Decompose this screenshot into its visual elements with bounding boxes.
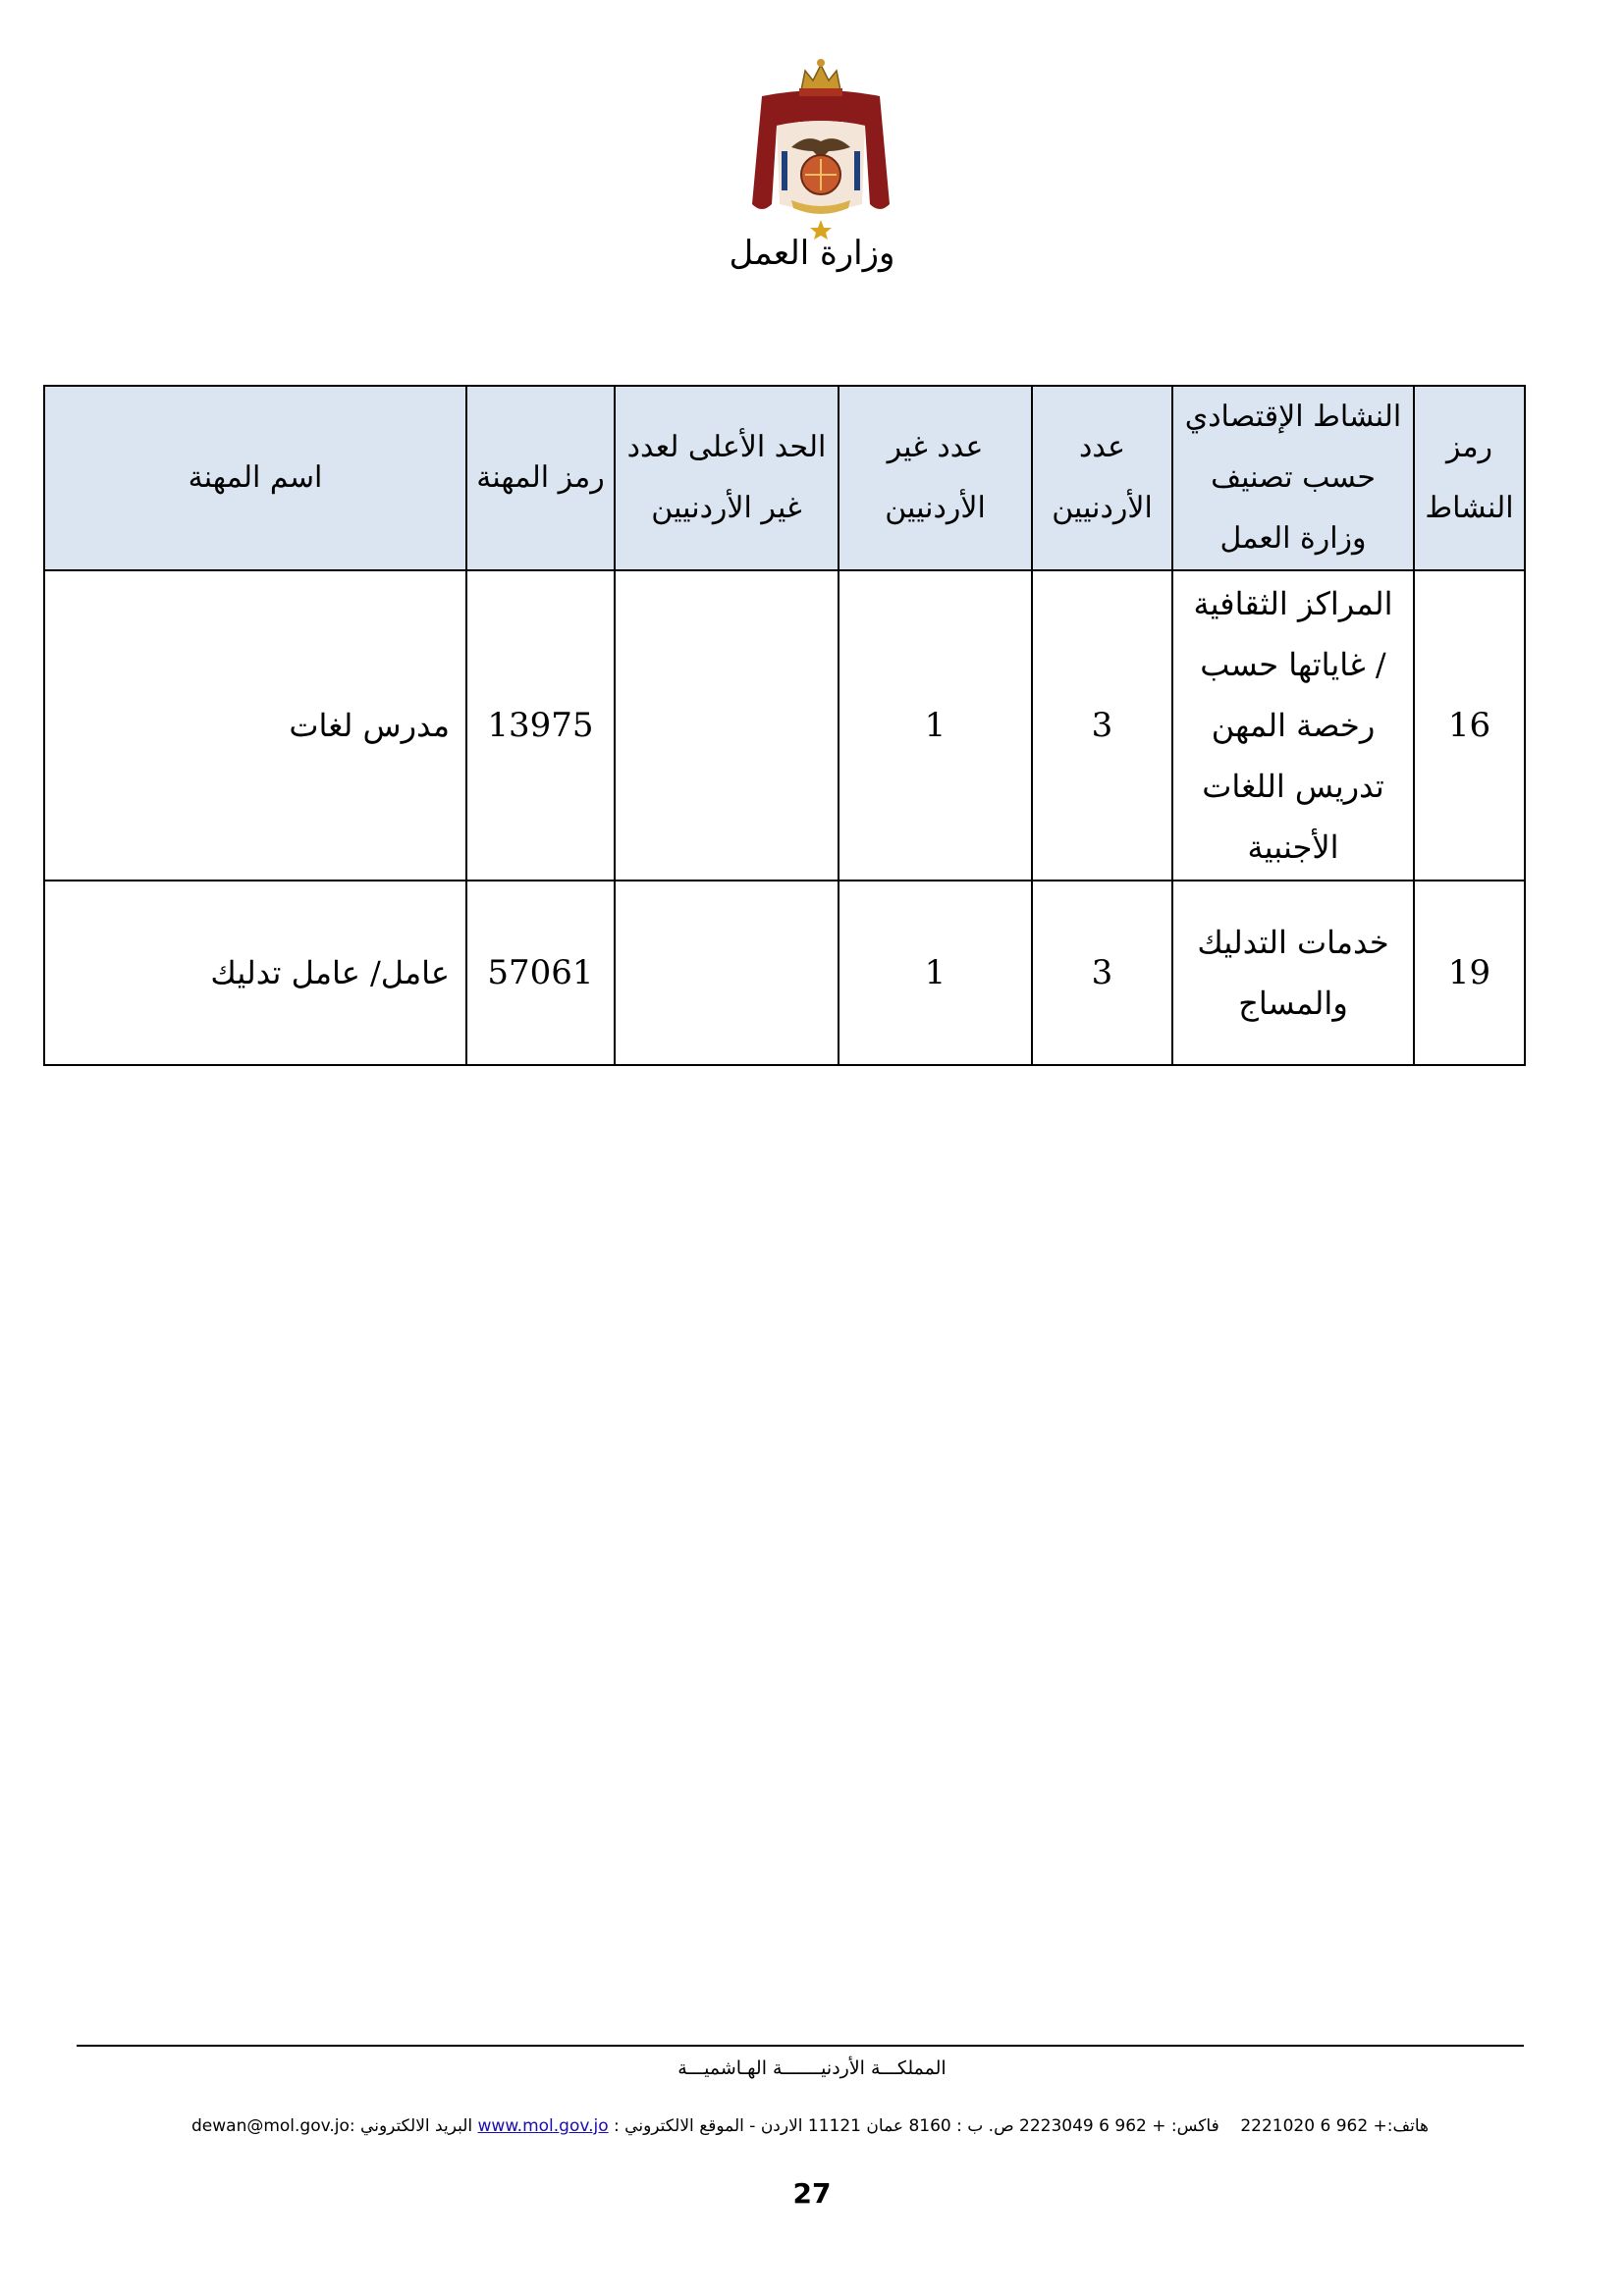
footer-fax: فاكس: + 962 6 2223049 [1019, 2116, 1219, 2136]
footer-phone: هاتف:+ 962 6 2221020 [1240, 2116, 1429, 2136]
jordanians-count-cell: 3 [1032, 570, 1172, 881]
jordan-coat-of-arms-icon [732, 57, 909, 240]
profession-name-cell: عامل/ عامل تدليك [44, 881, 466, 1065]
header-jordanians-count: عدد الأردنيين [1032, 386, 1172, 570]
activity-code-cell: 19 [1414, 881, 1525, 1065]
footer-kingdom: المملكـــة الأردنيـــــــة الهـاشميـــة [677, 2057, 947, 2079]
non-jordanians-count-cell: 1 [839, 881, 1032, 1065]
table-header-row [44, 386, 1525, 570]
table-row [44, 570, 1525, 881]
page-number: 27 [792, 2177, 832, 2210]
economic-activity-cell: المراكز الثقافية / غاياتها حسب رخصة المهن تدريس اللغات الأجنبية [1172, 570, 1414, 881]
header-profession-code: رمز المهنة [466, 386, 615, 570]
profession-code-cell: 13975 [466, 570, 615, 881]
footer-divider [77, 2045, 1524, 2047]
header-activity-code: رمز النشاط [1414, 386, 1525, 570]
activity-code-cell: 16 [1414, 570, 1525, 881]
non-jordanians-count-cell: 1 [839, 570, 1032, 881]
header-non-jordanians-count: عدد غير الأردنيين [839, 386, 1032, 570]
activities-table [43, 385, 1526, 1066]
header-profession-name: اسم المهنة [44, 386, 466, 570]
table-row [44, 881, 1525, 1065]
footer-website-link[interactable]: www.mol.gov.jo [477, 2116, 609, 2136]
header-economic-activity: النشاط الإقتصادي حسب تصنيف وزارة العمل [1172, 386, 1414, 570]
max-non-jordanians-cell [615, 881, 839, 1065]
ministry-name: وزارة العمل [729, 234, 895, 273]
profession-code-cell: 57061 [466, 881, 615, 1065]
header-max-non-jordanians: الحد الأعلى لعدد غير الأردنيين [615, 386, 839, 570]
profession-name-cell: مدرس لغات [44, 570, 466, 881]
max-non-jordanians-cell [615, 570, 839, 881]
footer-contact [59, 2116, 1561, 2136]
footer-email: البريد الالكتروني :dewan@mol.gov.jo [191, 2116, 473, 2136]
footer-po-box: ص. ب : 8160 عمان 11121 الاردن - الموقع الالكتروني : [614, 2116, 1014, 2136]
economic-activity-cell: خدمات التدليك والمساج [1172, 881, 1414, 1065]
jordanians-count-cell: 3 [1032, 881, 1172, 1065]
